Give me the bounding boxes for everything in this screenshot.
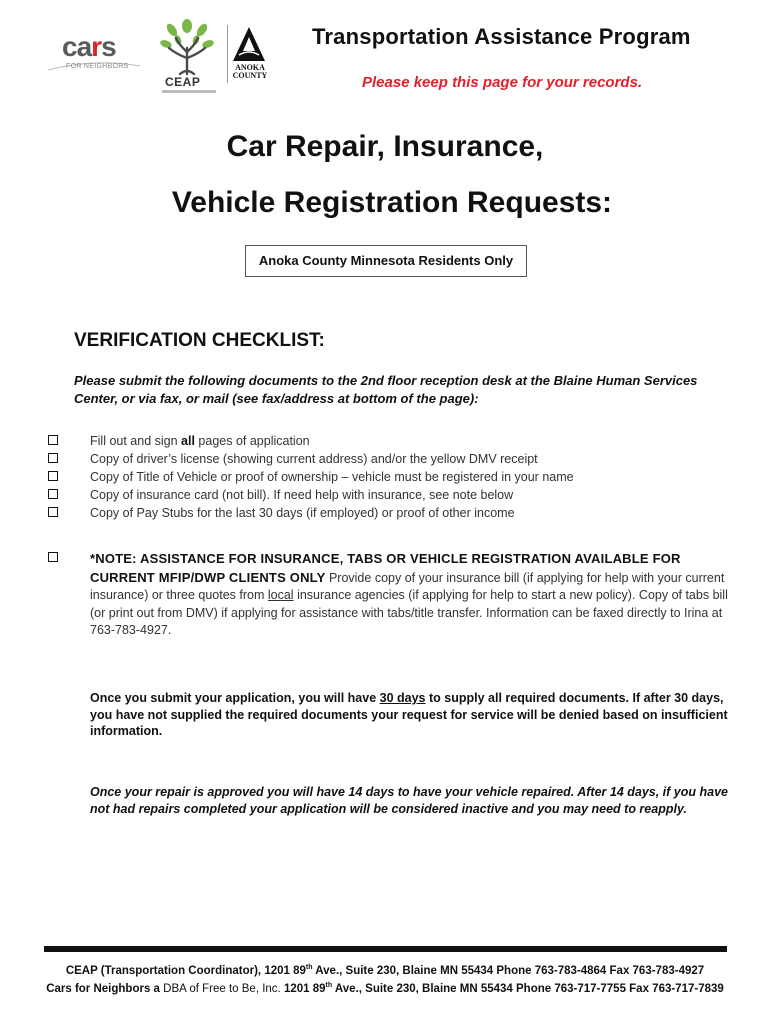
page-title-line-2: Vehicle Registration Requests: xyxy=(171,186,613,219)
footer-divider xyxy=(44,946,727,952)
checklist-item-3: Copy of Title of Vehicle or proof of ownership – vehicle must be registered in your name xyxy=(90,470,574,484)
anoka-county-logo xyxy=(227,25,269,85)
footer-ceap-contact: CEAP (Transportation Coordinator), 1201 89th Ave., Suite 230, Blaine MN 55434 Phone 763-783-4864 Fax 763-783-4927 xyxy=(65,964,705,977)
anoka-emblem-icon xyxy=(227,25,269,65)
page-title-line-1: Car Repair, Insurance, xyxy=(226,130,544,163)
checklist-checkbox-4[interactable] xyxy=(48,489,58,499)
checklist-checkbox-2[interactable] xyxy=(48,453,58,463)
checklist-item-2: Copy of driver’s license (showing current address) and/or the yellow DMV receipt xyxy=(90,452,538,466)
checklist-instructions: Please submit the following documents to the 2nd floor reception desk at the Blaine Human Services Center, or via fax, or mail (see fax/address at bottom of the page): xyxy=(74,373,698,406)
program-title: Transportation Assistance Program xyxy=(312,24,691,49)
repair-approval-note: Once your repair is approved you will have 14 days to have your vehicle repaired. After 14 days, if you have not had repairs completed your application will be considered inactive and you may need to reapply. xyxy=(90,785,728,816)
cars-logo-wordmark: cars xyxy=(62,31,116,62)
checklist-item-1: Fill out and sign all pages of application xyxy=(90,434,310,448)
checklist-heading: VERIFICATION CHECKLIST: xyxy=(74,330,325,351)
cars-for-neighbors-logo xyxy=(46,30,142,74)
ceap-logo-underline xyxy=(162,90,216,93)
ceap-logo-name: CEAP xyxy=(165,75,201,89)
cars-logo-tagline: FOR NEIGHBORS xyxy=(66,63,129,70)
submit-deadline-note: Once you submit your application, you will have 30 days to supply all required documents. If after 30 days, you have not supplied the required documents your request for service will be denied based on insufficient information. xyxy=(90,691,728,738)
note-checkbox[interactable] xyxy=(48,552,58,562)
footer-cars-contact: Cars for Neighbors a DBA of Free to Be, Inc. 1201 89th Ave., Suite 230, Blaine MN 55434 Phone 763-717-7755 Fax 763-717-7839 xyxy=(46,982,724,995)
insurance-note: *NOTE: ASSISTANCE FOR INSURANCE, TABS OR VEHICLE REGISTRATION AVAILABLE FOR CURRENT MFIP/DWP CLIENTS ONLY Provide copy of your insurance bill (if applying for help with your current insurance) or three quotes from local insurance agencies (if applying for help to start a new policy). Copy of tabs bill (or print out from DMV) if applying for assistance with tabs/title transfer. Information can be faxed directly to Irina at 763-783-4927. xyxy=(90,551,728,638)
anoka-logo-name: ANOKA COUNTY xyxy=(232,63,268,80)
ceap-logo xyxy=(160,18,214,94)
keep-records-note: Please keep this page for your records. xyxy=(362,74,643,91)
tree-icon xyxy=(160,18,214,76)
checklist-checkbox-3[interactable] xyxy=(48,471,58,481)
checklist-checkbox-1[interactable] xyxy=(48,435,58,445)
residents-only-box: Anoka County Minnesota Residents Only xyxy=(245,245,527,277)
checklist-item-5: Copy of Pay Stubs for the last 30 days (if employed) or proof of other income xyxy=(90,506,515,520)
checklist-checkbox-5[interactable] xyxy=(48,507,58,517)
checklist-item-4: Copy of insurance card (not bill). If need help with insurance, see note below xyxy=(90,488,514,502)
